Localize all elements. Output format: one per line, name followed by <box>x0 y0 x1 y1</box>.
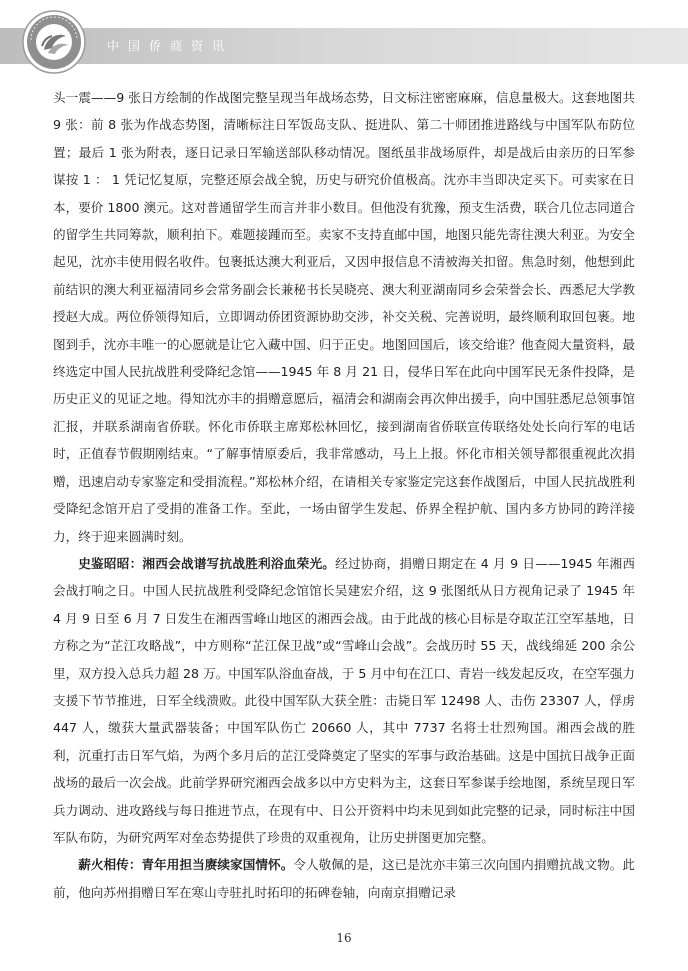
article-body <box>53 84 635 906</box>
paragraph-3-lead: 薪火相传：青年用担当赓续家国情怀。 <box>78 857 294 873</box>
page-number: 16 <box>336 931 352 945</box>
header-title: 中国侨商资讯 <box>107 39 234 53</box>
paragraph-2-text: 经过协商，捐赠日期定在 4 月 9 日——1945 年湘西会战打响之日。中国人民抗战胜利受降纪念馆馆长吴建宏介绍，这 9 张图纸从日方视角记录了 1945 年 4 月 9 日至 6 月 7 日发生在湘西雪峰山地区的湘西会战。由于此战的核心目标是夺取芷江空军基地，日方称之为“芷江攻略战”，中方则称“芷江保卫战”或“雪峰山会战”。会战历时 55 天，战线绵延 200 余公里，双方投入总兵力超 28 万。中国军队浴血奋战，于 5 月中旬在江口、青岩一线发起反攻，在空军强力支援下节节推进，日军全线溃败。此役中国军队大获全胜：击毙日军 12498 人、击伤 23307 人，俘虏 447 人，缴获大量武器装备；中国军队伤亡 20660 人，其中 7737 名将士壮烈殉国。湘西会战的胜利，沉重打击日军气焰，为两个多月后的芷江受降奠定了坚实的军事与政治基础。这是中国抗日战争正面战场的最后一次会战。此前学界研究湘西会战多以中方史料为主，这套日军参谋手绘地图，系统呈现日军兵力调动、进攻路线与每日推进节点，在现有中、日公开资料中均未见到如此完整的记录，同时标注中国军队布防，为研究两军对垒态势提供了珍贵的双重视角，让历史拼图更加完整。 <box>53 555 635 845</box>
paragraph-1-text: 头一震——9 张日方绘制的作战图完整呈现当年战场态势，日文标注密密麻麻，信息量极大。这套地图共 9 张：前 8 张为作战态势图，清晰标注日军饭岛支队、挺进队、第二十师团推进路线与中国军队布防位置；最后 1 张为附表，逐日记录日军输送部队移动情况。图纸虽非战场原件，却是战后由亲历的日军参谋按 1 ： 1 凭记忆复原，完整还原会战全貌，历史与研究价值极高。沈亦丰当即决定买下。可卖家在日本，要价 1800 澳元。这对普通留学生而言并非小数目。但他没有犹豫，预支生活费，联合几位志同道合的留学生共同筹款，顺利拍下。难题接踵而至。卖家不支持直邮中国，地图只能先寄往澳大利亚。为安全起见，沈亦丰使用假名收件。包裹抵达澳大利亚后，又因申报信息不清被海关扣留。焦急时刻，他想到此前结识的澳大利亚福清同乡会常务副会长兼秘书长吴晓亮、澳大利亚湖南同乡会荣誉会长、西悉尼大学教授赵大成。两位侨领得知后，立即调动侨团资源协助交涉，补交关税、完善说明，最终顺利取回包裹。地图到手，沈亦丰唯一的心愿就是让它入藏中国、归于正史。地图回国后，该交给谁？他查阅大量资料，最终选定中国人民抗战胜利受降纪念馆——1945 年 8 月 21 日，侵华日军在此向中国军民无条件投降，是历史正义的见证之地。得知沈亦丰的捐赠意愿后，福清会和湖南会再次伸出援手，向中国驻悉尼总领事馆汇报，并联系湖南省侨联。怀化市侨联主席郑松林回忆，接到湖南省侨联宣传联络处处长向行军的电话时，正值春节假期刚结束。“了解事情原委后，我非常感动，马上上报。怀化市相关领导都很重视此次捐赠，迅速启动专家鉴定和受捐流程。”郑松林介绍，在请相关专家鉴定完这套作战图后，中国人民抗战胜利受降纪念馆开启了受捐的准备工作。至此，一场由留学生发起、侨界全程护航、国内多方协同的跨洋接力，终于迎来圆满时刻。 <box>53 90 635 544</box>
organization-logo <box>22 10 86 74</box>
paragraph-2 <box>53 550 635 851</box>
paragraph-3-text: 令人敬佩的是，这已是沈亦丰第三次向国内捐赠抗战文物。此前，他向苏州捐赠日军在寒山寺驻扎时拓印的拓碑卷轴，向南京捐赠记录 <box>53 857 635 900</box>
header-bar <box>0 28 688 64</box>
paragraph-3 <box>53 851 635 906</box>
paragraph-2-lead: 史鉴昭昭：湘西会战谱写抗战胜利浴血荣光。 <box>78 555 336 571</box>
paragraph-1 <box>53 84 635 550</box>
